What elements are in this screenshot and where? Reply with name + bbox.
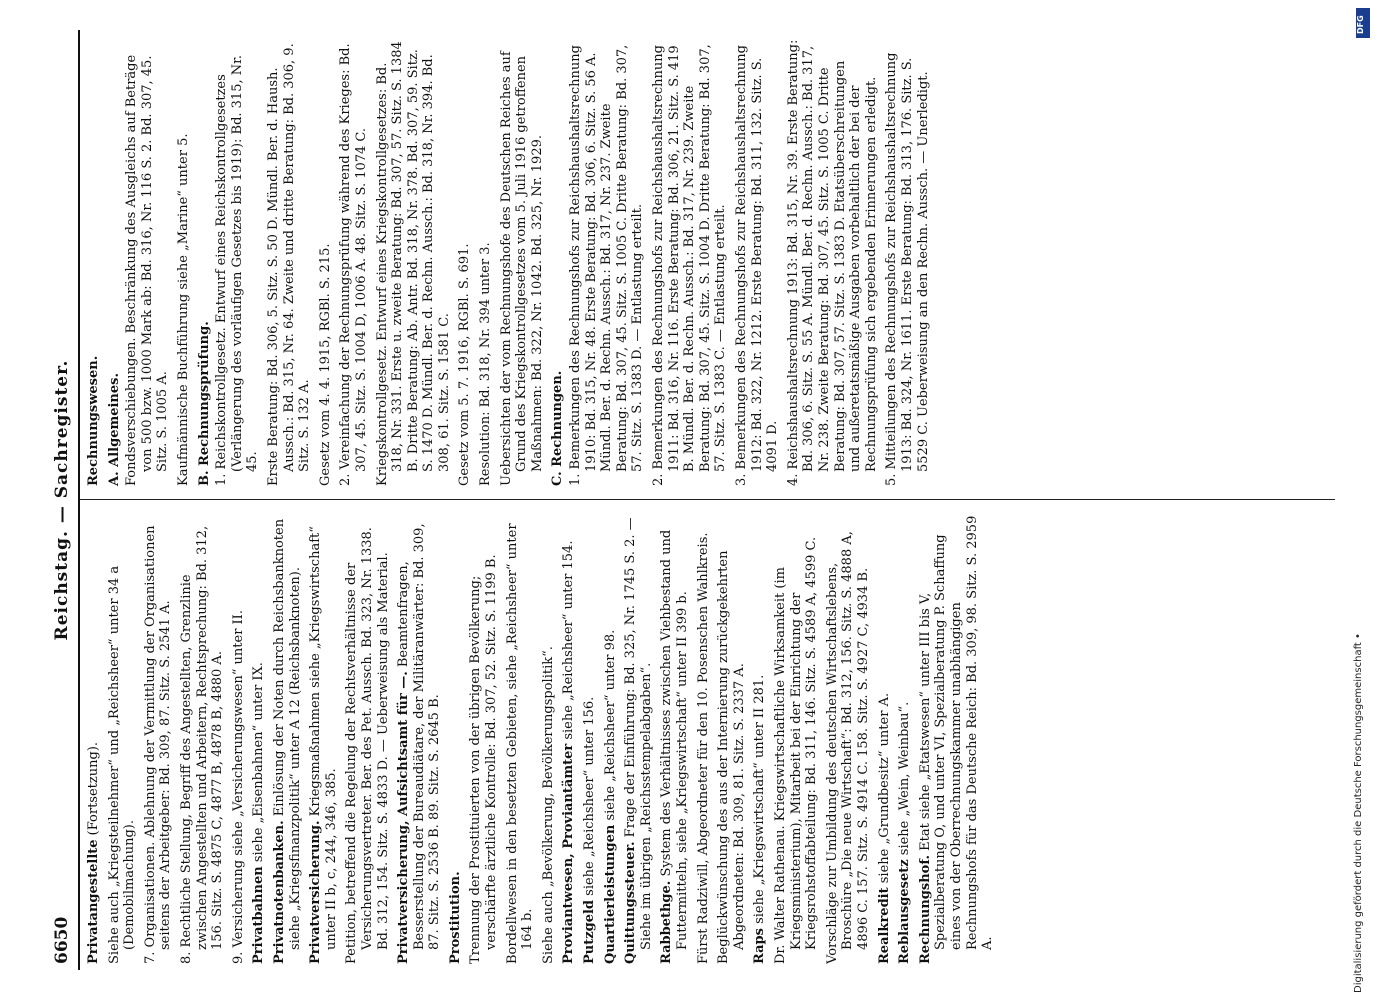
index-entry <box>752 514 768 964</box>
dfg-credit-text: Digitalisierung gefördert durch die Deutsche Forschungsgemeinschaft • <box>1353 633 1364 993</box>
index-entry <box>659 514 690 964</box>
index-entry <box>107 514 138 964</box>
index-entry <box>272 514 303 964</box>
rotated-page <box>50 30 1340 970</box>
header-rule <box>78 30 80 970</box>
entry-text: Siehe auch „Kriegsteilnehmer“ und „Reichsheer“ unter 34 a (Demobilmachung). <box>106 565 138 964</box>
index-entry <box>478 36 494 486</box>
entry-text: 7. Organisationen. Ablehnung der Vermittlung der Organisationen seitens der Arbeitgeber: Bd. 309, 87. Sitz. S. 2541 A. <box>142 525 174 964</box>
entry-text: Fondsverschiebungen. Beschränkung des Ausgleichs auf Beträge von 500 bzw. 1000 Mark ab: Bd. 316, Nr. 116 S. 2. Bd. 307, 45. Sitz. S. 1005 A. <box>124 54 171 486</box>
index-entry <box>457 36 473 486</box>
entry-text: 2. Vereinfachung der Rechnungsprüfung während des Krieges: Bd. 307, 45. Sitz. S. 1004 D, 1006 A. 48. Sitz. S. 1074 C. <box>338 43 369 486</box>
entry-text: siehe „Reichsheer“ unter 98. <box>602 629 618 825</box>
index-entry <box>651 36 729 486</box>
entry-text: Beamtenfragen, Besserstellung der Bureaudiätare, der Militäranwärter: Bd. 309, 87. Sitz. S. 2536 B. 89. Sitz. S. 2645 B. <box>396 523 443 950</box>
entry-text: siehe „Kriegswirtschaft“ unter II 281. <box>752 674 768 929</box>
entry-text: siehe „Reichsheer“ unter 156. <box>582 696 598 900</box>
index-entry <box>468 514 499 964</box>
entry-text: 2. Bemerkungen des Rechnungshofs zur Reichshaushaltsrechnung 1911: Bd. 316, Nr. 116. Erste Beratung: Bd. 306, 21. Sitz. S. 419 B. Mündl. Ber. d. Rechn. Aussch.: Bd. 317, Nr. 239. Zweite Beratung: Bd. 307, 45. Sitz. S. 1004 D. Dritte Beratung: Bd. 307, 57. Sitz. S. 1383 C. — Entlastung erteilt. <box>651 44 729 486</box>
entry-text: Gesetz vom 4. 4. 1915, RGBl. S. 215. <box>317 243 333 486</box>
entry-text: 1. Reichskontrollgesetz. Entwurf eines Reichskontrollgesetzes (Verlängerung des vorläufigen Gesetzes bis 1919): Bd. 315, Nr. 45. <box>214 54 261 486</box>
entry-text: System des Verhältnisses zwischen Viehbestand und Futtermitteln, siehe „Kriegswirtschaft“ unter II 399 b. <box>659 529 690 950</box>
entry-text: Kriegskontrollgesetz. Entwurf eines Kriegskontrollgesetzes: Bd. 318, Nr. 331. Erste u. zweite Beratung: Bd. 307, 57. Sitz. S. 1384 B. Dritte Beratung: Ab. Antr. Bd. 318, Nr. 378. Bd. 307, 59. Sitz. S. 1470 D. Mündl. Ber. d. Rechn. Aussch.: Bd. 318, Nr. 394. Bd. 308, 61. Sitz. S. 1581 C. <box>374 41 452 486</box>
index-entry <box>623 514 654 964</box>
index-entry <box>375 36 453 486</box>
index-entry <box>696 514 712 964</box>
index-entry <box>773 514 820 964</box>
entry-text: Vorschläge zur Umbildung des deutschen Wirtschaftslebens, Broschüre „Die neue Wirtschaft“: Bd. 312, 156. Sitz. S. 4888 A, 4896 C. 157. Sitz. S. 4914 C. 158. Sitz. S. 4927 C, 4934 B. <box>824 531 871 964</box>
index-entry <box>884 36 931 486</box>
entry-text: siehe „Eisenbahnen“ unter IX. <box>251 662 267 867</box>
entry-text: Bordellwesen in den besetzten Gebieten, siehe „Reichsheer“ unter 164 b. <box>504 523 536 964</box>
entry-headword: Privatangestellte <box>86 839 101 964</box>
index-entry <box>716 514 747 964</box>
entry-headword: Privatversicherung, Aufsichtsamt für —. <box>396 671 412 964</box>
entry-text: Erste Beratung: Bd. 306, 5. Sitz. S. 50 D. Mündl. Ber. d. Haush. Aussch.: Bd. 315, Nr. 64. Zweite und dritte Beratung: Bd. 306, 9. Sitz. S. 132 A. <box>265 43 313 486</box>
entry-text: Trennung der Prostituierten von der übrigen Bevölkerung; verschärfte ärztliche Kontrolle: Bd. 307, 52. Sitz. S. 1199 B. <box>468 554 500 964</box>
right-column <box>86 36 936 486</box>
entry-text: Fürst Radziwill, Abgeordneter für den 10. Posenschen Wahlkreis. <box>695 532 711 964</box>
entry-text: Resolution: Bd. 318, Nr. 394 unter 3. <box>478 242 494 486</box>
section-heading: B. Rechnungsprüfung. <box>196 321 212 486</box>
entry-text: Kaufmännische Buchführung siehe „Marine“ unter 5. <box>175 133 191 486</box>
index-entry <box>918 514 996 964</box>
entry-headword: Reblausgesetz <box>897 859 913 964</box>
entry-text: 1. Bemerkungen des Rechnungshofs zur Reichshaushaltsrechnung 1910: Bd. 315, Nr. 48. Erste Beratung: Bd. 306, 6. Sitz. S. 56 A. Mündl. Ber. d. Rechn. Aussch.: Bd. 317, Nr. 237. Zweite Beratung: Bd. 307, 45. Sitz. S. 1005 C. Dritte Beratung: Bd. 307, 57. Sitz. S. 1383 D. — Entlastung erteilt. <box>568 44 646 486</box>
index-entry <box>825 514 872 964</box>
entry-text: Beglückwünschung des aus der Internierung zurückgekehrten Abgeordneten: Bd. 309, 81. Sitz. S. 2337 A. <box>716 550 747 964</box>
left-column <box>86 514 1001 964</box>
page-header <box>50 30 80 970</box>
entry-headword: Proviantwesen, Proviantämter <box>561 743 577 964</box>
entry-text: siehe „Grundbesitz“ unter A. <box>876 692 892 888</box>
index-entry <box>582 514 598 964</box>
index-entry <box>179 514 226 964</box>
index-entry <box>396 514 443 964</box>
index-entry <box>251 514 267 964</box>
index-entry <box>561 514 577 964</box>
entry-text: siehe „Wein, Weinbau“. <box>897 701 913 860</box>
entry-headword: Quittungssteuer. <box>623 841 639 964</box>
entry-headword: Quartierleistungen <box>602 824 618 964</box>
running-title: Reichstag. — Sachregister. <box>52 359 72 641</box>
entry-text: Uebersichten der vom Rechnungshofe des Deutschen Reiches auf Grund des Kriegskontrollgesetzes vom 5. Juli 1916 getroffenen Maßnahmen: Bd. 322, Nr. 1042. Bd. 325, Nr. 1929. <box>498 51 545 486</box>
dfg-logo: DFG <box>1356 8 1370 38</box>
index-entry <box>505 514 536 964</box>
entry-text: Einlösung der Noten durch Reichsbanknoten siehe „Kriegsfinanzpolitik“ unter A 12 (Reichsbanknoten). <box>271 518 303 950</box>
entry-headword: Privatnotenbanken. <box>271 820 287 964</box>
entry-headword: Raps <box>752 928 768 964</box>
page-number: 6650 <box>52 916 72 964</box>
index-entry <box>124 36 171 486</box>
index-entry <box>344 514 391 964</box>
index-entry <box>231 514 247 964</box>
index-entry <box>266 36 313 486</box>
entry-text: Dr. Walter Rathenau. Kriegswirtschaftliche Wirksamkeit (im Kriegsministerium), Mitarbeit bei der Einrichtung der Kriegsrohstoffabteilung: Bd. 311, 146. Sitz. S. 4589 A, 4599 C. <box>772 536 820 964</box>
index-entry <box>143 514 174 964</box>
index-entry <box>877 514 893 964</box>
entry-headword: Rabbethge. <box>659 880 675 964</box>
index-entry <box>786 36 880 486</box>
index-entry <box>214 36 261 486</box>
section-heading: C. Rechnungen. <box>550 370 566 486</box>
index-entry <box>448 514 464 964</box>
index-entry <box>176 36 192 486</box>
entry-headword: Putzgeld <box>582 899 598 964</box>
dfg-side-note <box>1352 8 1374 993</box>
index-entry <box>541 514 557 964</box>
index-entry <box>86 514 102 964</box>
entry-text: 5. Mitteilungen des Rechnungshofs zur Reichshaushaltsrechnung 1913: Bd. 324, Nr. 1611. Erste Beratung: Bd. 313, 176. Sitz. S. 5529 C. Ueberweisung an den Rechn. Aussch. — Unerledigt. <box>884 52 931 486</box>
entry-text: siehe „Reichsheer“ unter 154. <box>561 540 577 744</box>
entry-text: Frage der Einführung: Bd. 325, Nr. 1745 S. 2. — Siehe im übrigen „Reichsstempelabgaben“. <box>623 517 654 950</box>
index-entry <box>603 514 619 964</box>
entry-text: 9. Versicherung siehe „Versicherungswesen“ unter II. <box>230 610 246 964</box>
entry-text: Etat siehe „Etatswesen“ unter III bis V, Spezialberatung O, und unter VI, Spezialberatung P. Schaffung eines von der Oberrechnungskammer unabhängigen Rechnungshofs für das Deutsche Reich: Bd. 309, 98. Sitz. S. 2959 A. <box>917 515 996 950</box>
entry-text: (Fortsetzung). <box>86 741 101 840</box>
entry-text: 8. Rechtliche Stellung, Begriff des Angestellten, Grenzlinie zwischen Angestellten und Arbeitern, Rechtsprechung: Bd. 312, 156. Sitz. S. 4875 C, 4877 B, 4878 B, 4880 A. <box>178 525 226 964</box>
column-divider <box>80 499 1335 500</box>
entry-headword: Rechnungswesen. <box>86 355 101 486</box>
section-heading: A. Allgemeines. <box>106 373 122 486</box>
entry-headword: Prostitution. <box>447 871 463 964</box>
index-entry <box>499 36 546 486</box>
entry-text: Kriegsmaßnahmen siehe „Kriegswirtschaft“ unter II b, c, 244, 346, 385. <box>308 526 339 950</box>
entry-headword: Realkredit <box>876 887 892 964</box>
index-entry <box>86 36 102 486</box>
entry-headword: Privatversicherung. <box>308 820 324 964</box>
entry-headword: Privatbahnen <box>251 866 267 964</box>
index-entry <box>734 36 781 486</box>
entry-text: Gesetz vom 5. 7. 1916, RGBl. S. 691. <box>457 243 473 486</box>
index-entry <box>308 514 339 964</box>
entry-text: 4. Reichshaushaltsrechnung 1913: Bd. 315, Nr. 39. Erste Beratung: Bd. 306, 6. Sitz. S. 55 A. Mündl. Ber. d. Rechn. Aussch.: Bd. 317, Nr. 238. Zweite Beratung: Bd. 307, 45. Sitz. S. 1005 C. Dritte Beratung: Bd. 307, 57. Sitz. S. 1383 D. Etatsüberschreitungen und außeretatsmäßige Ausgaben vorbehaltlich der bei der Rechnungsprüfung sich ergebenden Erinnerungen erledigt. <box>785 39 879 486</box>
entry-text: Siehe auch „Bevölkerung, Bevölkerungspolitik“. <box>540 646 556 964</box>
index-entry <box>568 36 646 486</box>
entry-text: 3. Bemerkungen des Rechnungshofs zur Reichshaushaltsrechnung 1912: Bd. 322, Nr. 1212. Erste Beratung: Bd. 311, 132. Sitz. S. 4091 D. <box>733 45 781 486</box>
index-entry <box>897 514 913 964</box>
index-entry <box>338 36 369 486</box>
index-entry <box>318 36 334 486</box>
entry-headword: Rechnungshof. <box>917 855 933 964</box>
entry-text: Petition, betreffend die Regelung der Rechtsverhältnisse der Versicherungsvertreter. Ber. des Pet. Aussch. Bd. 323, Nr. 1338. Bd. 312, 154. Sitz. S. 4833 D. — Ueberweisung als Material. <box>344 527 391 964</box>
